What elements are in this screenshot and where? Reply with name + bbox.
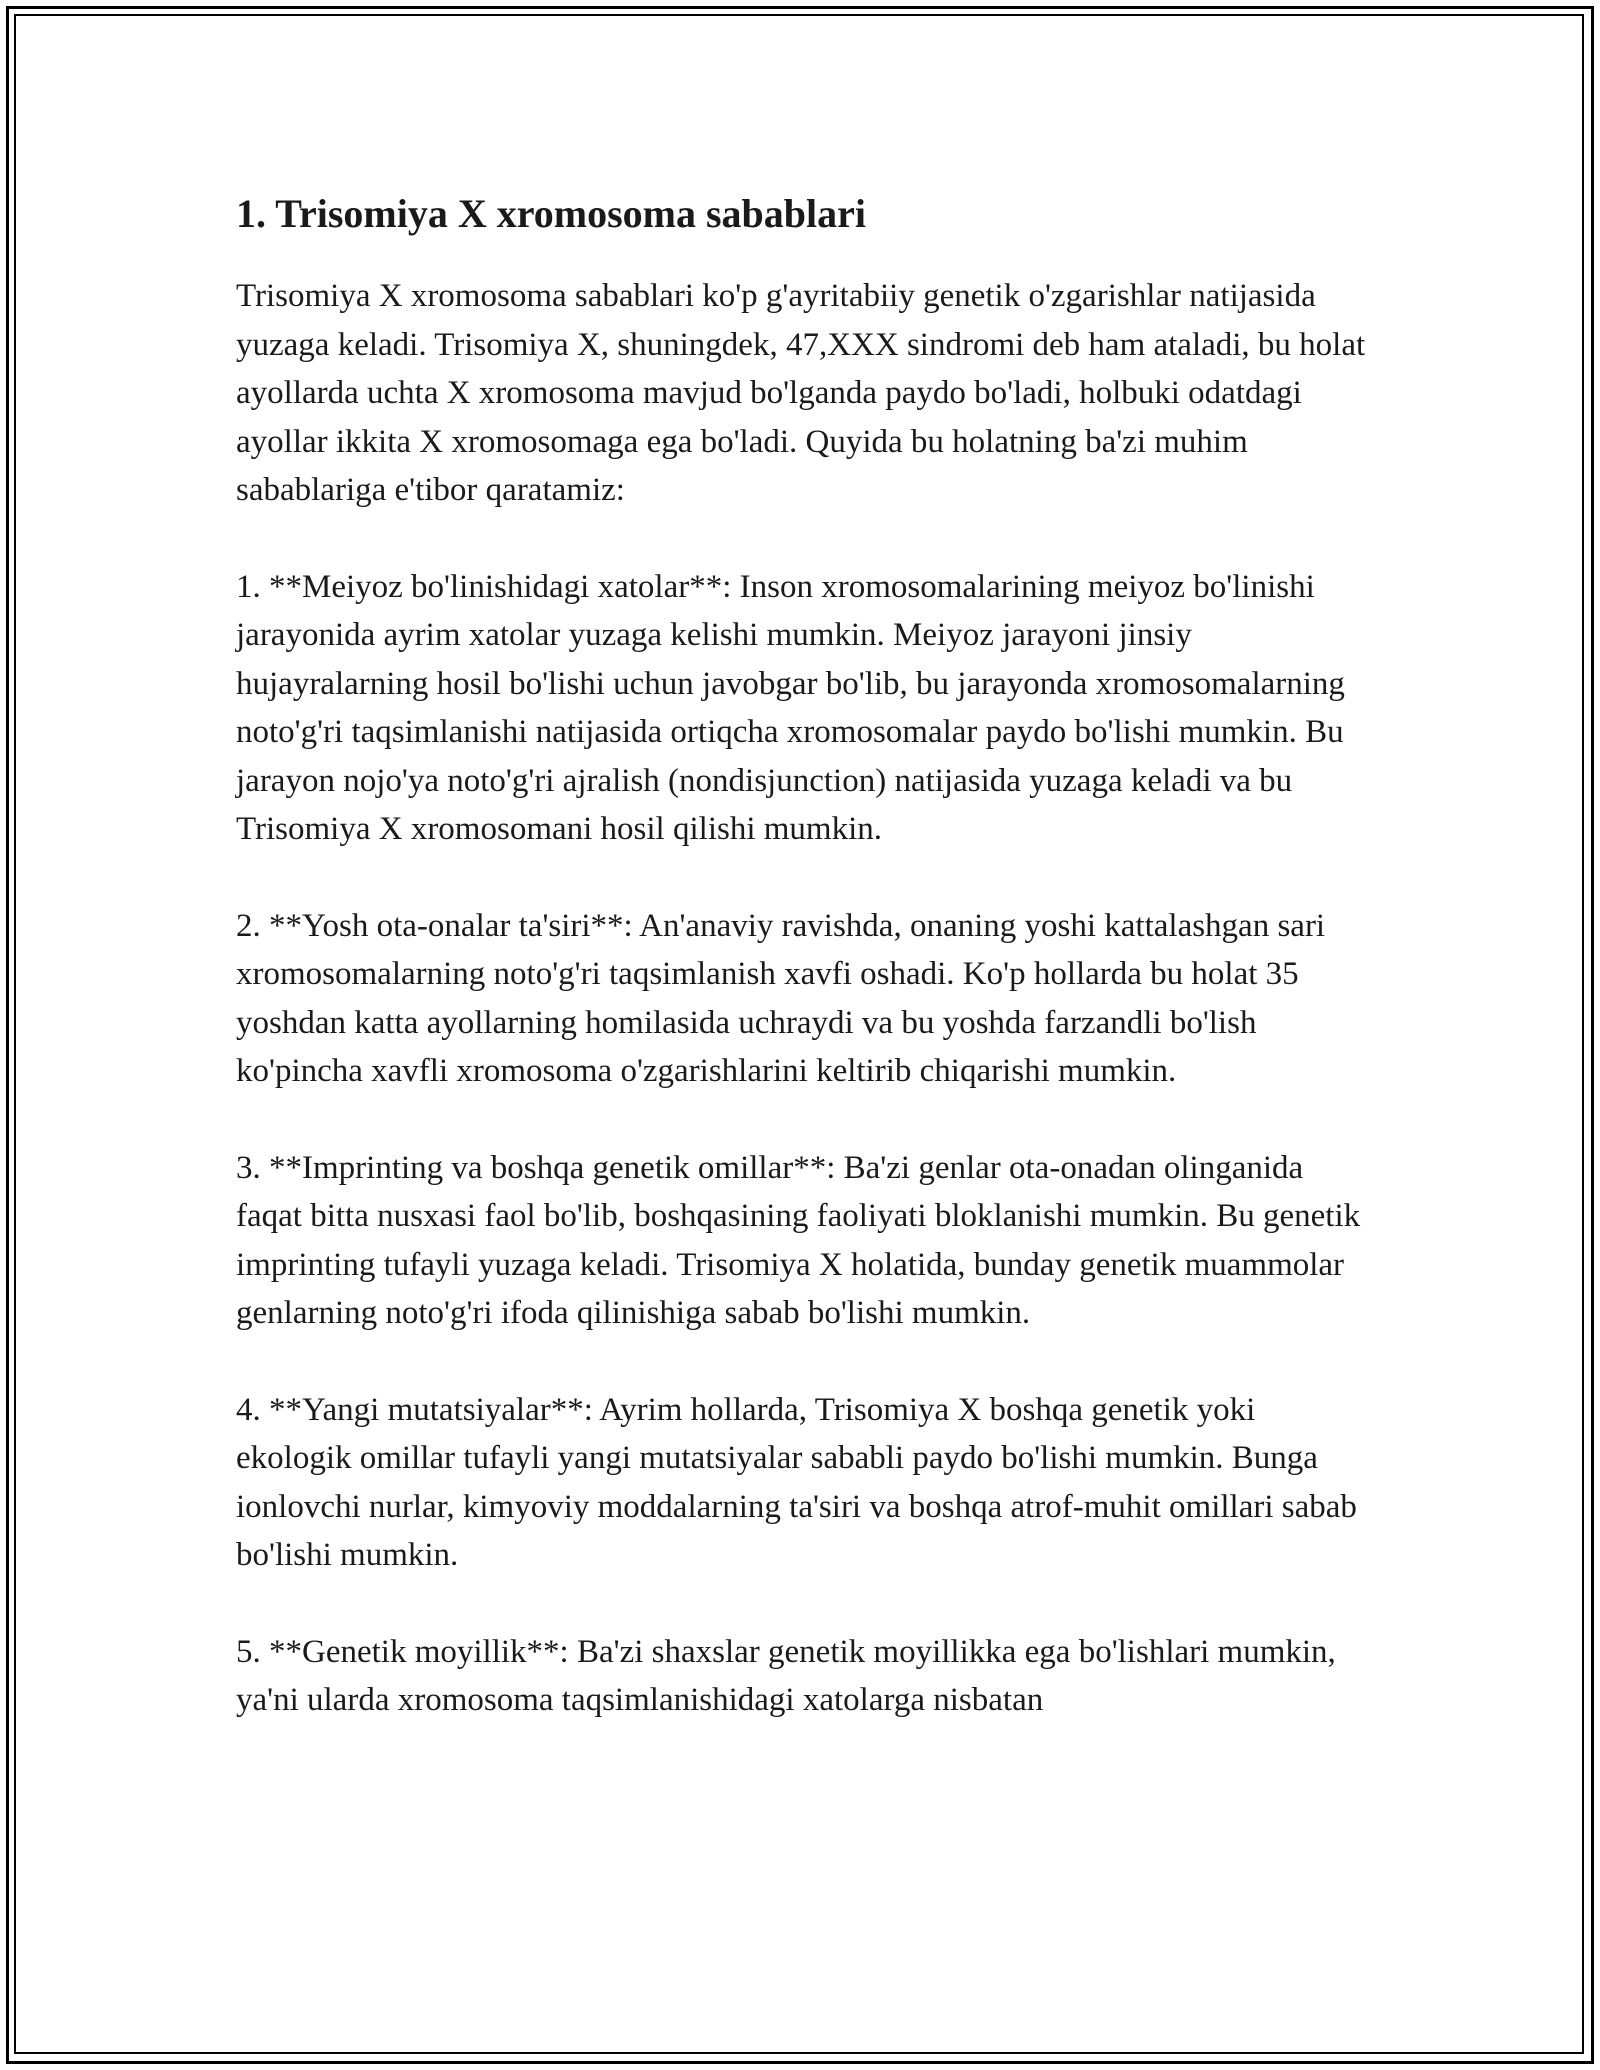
cause-1-paragraph: 1. **Meiyoz bo'linishidagi xatolar**: Inson xromosomalarining meiyoz bo'linishi jarayonida ayrim xatolar yuzaga kelishi mumkin. Meiyoz jarayoni jinsiy hujayralarning hosil bo'lishi uchun javobgar bo'lib, bu jarayonda xromosomalarning noto'g'ri taqsimlanishi natijasida ortiqcha xromosomalar paydo bo'lishi mumkin. Bu jarayon nojo'ya noto'g'ri ajralish (nondisjunction) natijasida yuzaga keladi va bu Trisomiya X xromosomani hosil qilishi mumkin. — [236, 568, 1345, 847]
document-title: 1. Trisomiya X xromosoma sabablari — [236, 191, 867, 236]
intro-paragraph: Trisomiya X xromosoma sabablari ko'p g'ayritabiiy genetik o'zgarishlar natijasida yuzaga keladi. Trisomiya X, shuningdek, 47,XXX sindromi deb ham ataladi, bu holat ayollarda uchta X xromosoma mavjud bo'lganda paydo bo'ladi, holbuki odatdagi ayollar ikkita X xromosomaga ega bo'ladi. Quyida bu holatning ba'zi muhim sabablariga e'tibor qaratamiz: — [236, 278, 1366, 508]
cause-2-paragraph: 2. **Yosh ota-onalar ta'siri**: An'anaviy ravishda, onaning yoshi kattalashgan sari xromosomalarning noto'g'ri taqsimlanish xavfi oshadi. Ko'p hollarda bu holat 35 yoshdan katta ayollarning homilasida uchraydi va bu yoshda farzandli bo'lish ko'pincha xavfli xromosoma o'zgarishlarini keltirib chiqarishi mumkin. — [236, 907, 1326, 1089]
cause-4-paragraph: 4. **Yangi mutatsiyalar**: Ayrim hollarda, Trisomiya X boshqa genetik yoki ekologik omillar tufayli yangi mutatsiyalar sababli paydo bo'lishi mumkin. Bunga ionlovchi nurlar, kimyoviy moddalarning ta'siri va boshqa atrof-muhit omillari sabab bo'lishi mumkin. — [236, 1391, 1357, 1573]
document-page — [236, 186, 1376, 1773]
cause-3-paragraph: 3. **Imprinting va boshqa genetik omillar**: Ba'zi genlar ota-onadan olinganida faqat bitta nusxasi faol bo'lib, boshqasining faoliyati bloklanishi mumkin. Bu genetik imprinting tufayli yuzaga keladi. Trisomiya X holatida, bunday genetik muammolar genlarning noto'g'ri ifoda qilinishiga sabab bo'lishi mumkin. — [236, 1149, 1361, 1331]
cause-5-paragraph: 5. **Genetik moyillik**: Ba'zi shaxslar genetik moyillikka ega bo'lishlari mumkin, ya'ni ularda xromosoma taqsimlanishidagi xatolarga nisbatan — [236, 1633, 1336, 1718]
